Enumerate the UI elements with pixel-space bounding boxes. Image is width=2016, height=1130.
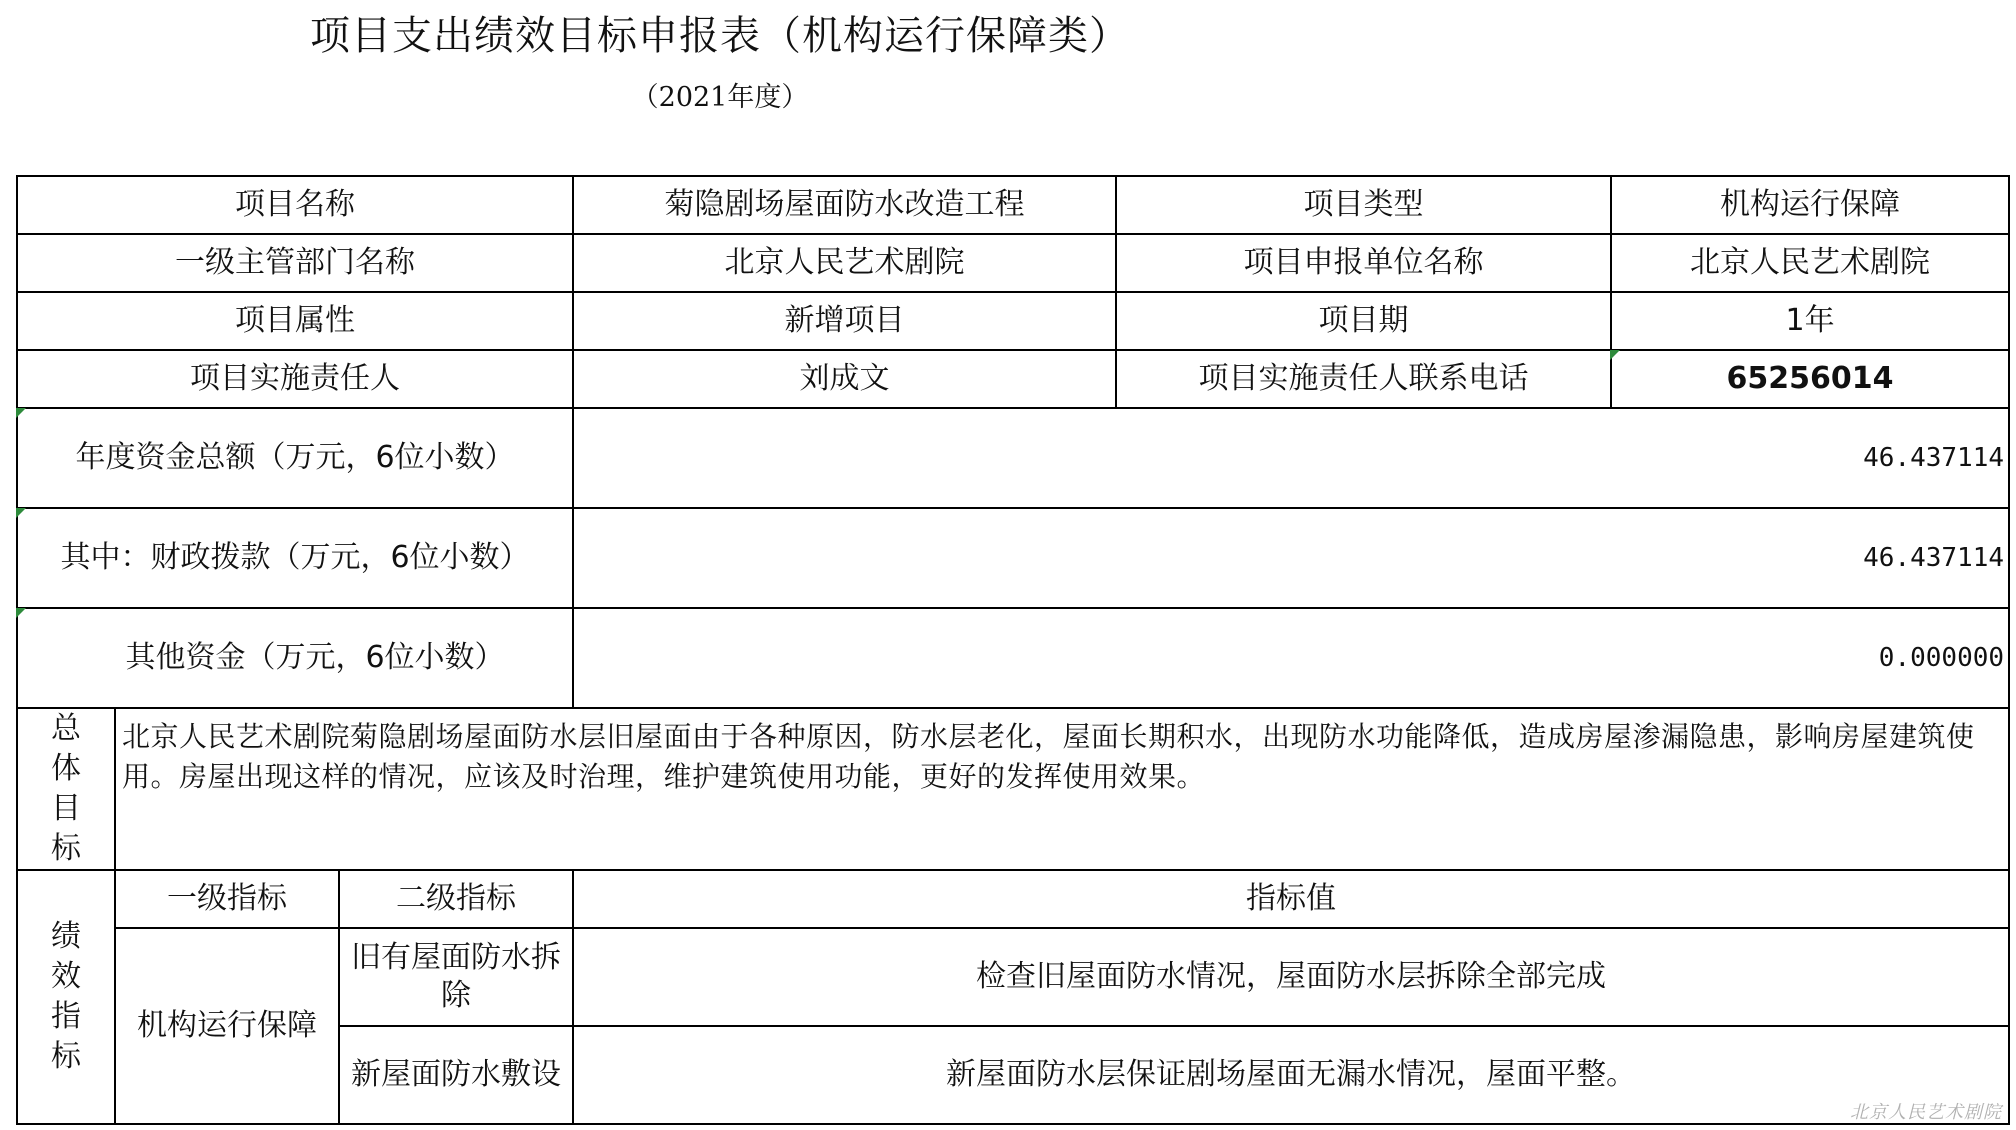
contact-phone-value: 65256014 bbox=[1611, 350, 2009, 408]
goal-label-char: 目 bbox=[51, 791, 81, 826]
other-funds-value: 0.000000 bbox=[573, 608, 2009, 708]
level1-value: 机构运行保障 bbox=[115, 928, 339, 1124]
row-overall-goal bbox=[17, 708, 2009, 870]
level2-header: 二级指标 bbox=[339, 870, 573, 928]
applicant-unit-label: 项目申报单位名称 bbox=[1116, 234, 1611, 292]
indicator-value: 检查旧屋面防水情况，屋面防水层拆除全部完成 bbox=[573, 928, 2009, 1026]
responsible-person-value: 刘成文 bbox=[573, 350, 1116, 408]
performance-target-form bbox=[16, 175, 2010, 1125]
goal-label-char: 体 bbox=[51, 751, 81, 786]
indicator-row bbox=[17, 928, 2009, 1026]
overall-goal-label bbox=[17, 708, 115, 870]
goal-label-char: 标 bbox=[51, 831, 81, 866]
fiscal-funds-value: 46.437114 bbox=[573, 508, 2009, 608]
page-title: 项目支出绩效目标申报表（机构运行保障类） bbox=[310, 13, 1130, 59]
total-funds-value: 46.437114 bbox=[573, 408, 2009, 508]
cell-marker-icon bbox=[16, 608, 26, 618]
watermark-logo: 北京人民艺术剧院 bbox=[1850, 1102, 2002, 1123]
project-type-value: 机构运行保障 bbox=[1611, 176, 2009, 234]
indicators-label bbox=[17, 870, 115, 1124]
indicator-label-char: 效 bbox=[51, 959, 81, 994]
department-label: 一级主管部门名称 bbox=[17, 234, 573, 292]
row-other-funds bbox=[17, 608, 2009, 708]
row-fiscal-funds bbox=[17, 508, 2009, 608]
cell-marker-icon bbox=[16, 508, 26, 518]
indicator-label-char: 标 bbox=[51, 1039, 81, 1074]
row-responsible-person bbox=[17, 350, 2009, 408]
overall-goal-text: 北京人民艺术剧院菊隐剧场屋面防水层旧屋面由于各种原因，防水层老化，屋面长期积水，出现防水功能降低，造成房屋渗漏隐患，影响房屋建筑使用。房屋出现这样的情况，应该及时治理，维护建筑使用功能，更好的发挥使用效果。 bbox=[115, 708, 2009, 870]
goal-label-char: 总 bbox=[51, 711, 81, 746]
project-name-value: 菊隐剧场屋面防水改造工程 bbox=[573, 176, 1116, 234]
row-project-name bbox=[17, 176, 2009, 234]
applicant-unit-value: 北京人民艺术剧院 bbox=[1611, 234, 2009, 292]
project-attribute-value: 新增项目 bbox=[573, 292, 1116, 350]
row-indicator-headers bbox=[17, 870, 2009, 928]
project-attribute-label: 项目属性 bbox=[17, 292, 573, 350]
indicator-label-char: 绩 bbox=[51, 919, 81, 954]
indicator-value: 新屋面防水层保证剧场屋面无漏水情况，屋面平整。 bbox=[573, 1026, 2009, 1124]
level1-header: 一级指标 bbox=[115, 870, 339, 928]
contact-phone-label: 项目实施责任人联系电话 bbox=[1116, 350, 1611, 408]
project-type-label: 项目类型 bbox=[1116, 176, 1611, 234]
project-period-value: 1年 bbox=[1611, 292, 2009, 350]
row-department bbox=[17, 234, 2009, 292]
other-funds-label: 其他资金（万元，6位小数） bbox=[17, 608, 573, 708]
cell-marker-icon bbox=[1610, 350, 1620, 360]
indicator-label-char: 指 bbox=[51, 999, 81, 1034]
page-subtitle-year: （2021年度） bbox=[631, 82, 809, 113]
level2-value: 新屋面防水敷设 bbox=[339, 1026, 573, 1124]
total-funds-label: 年度资金总额（万元，6位小数） bbox=[17, 408, 573, 508]
row-attribute bbox=[17, 292, 2009, 350]
fiscal-funds-label: 其中：财政拨款（万元，6位小数） bbox=[17, 508, 573, 608]
cell-marker-icon bbox=[16, 408, 26, 418]
value-header: 指标值 bbox=[573, 870, 2009, 928]
project-period-label: 项目期 bbox=[1116, 292, 1611, 350]
row-total-funds bbox=[17, 408, 2009, 508]
responsible-person-label: 项目实施责任人 bbox=[17, 350, 573, 408]
project-name-label: 项目名称 bbox=[17, 176, 573, 234]
department-value: 北京人民艺术剧院 bbox=[573, 234, 1116, 292]
level2-value: 旧有屋面防水拆除 bbox=[339, 928, 573, 1026]
